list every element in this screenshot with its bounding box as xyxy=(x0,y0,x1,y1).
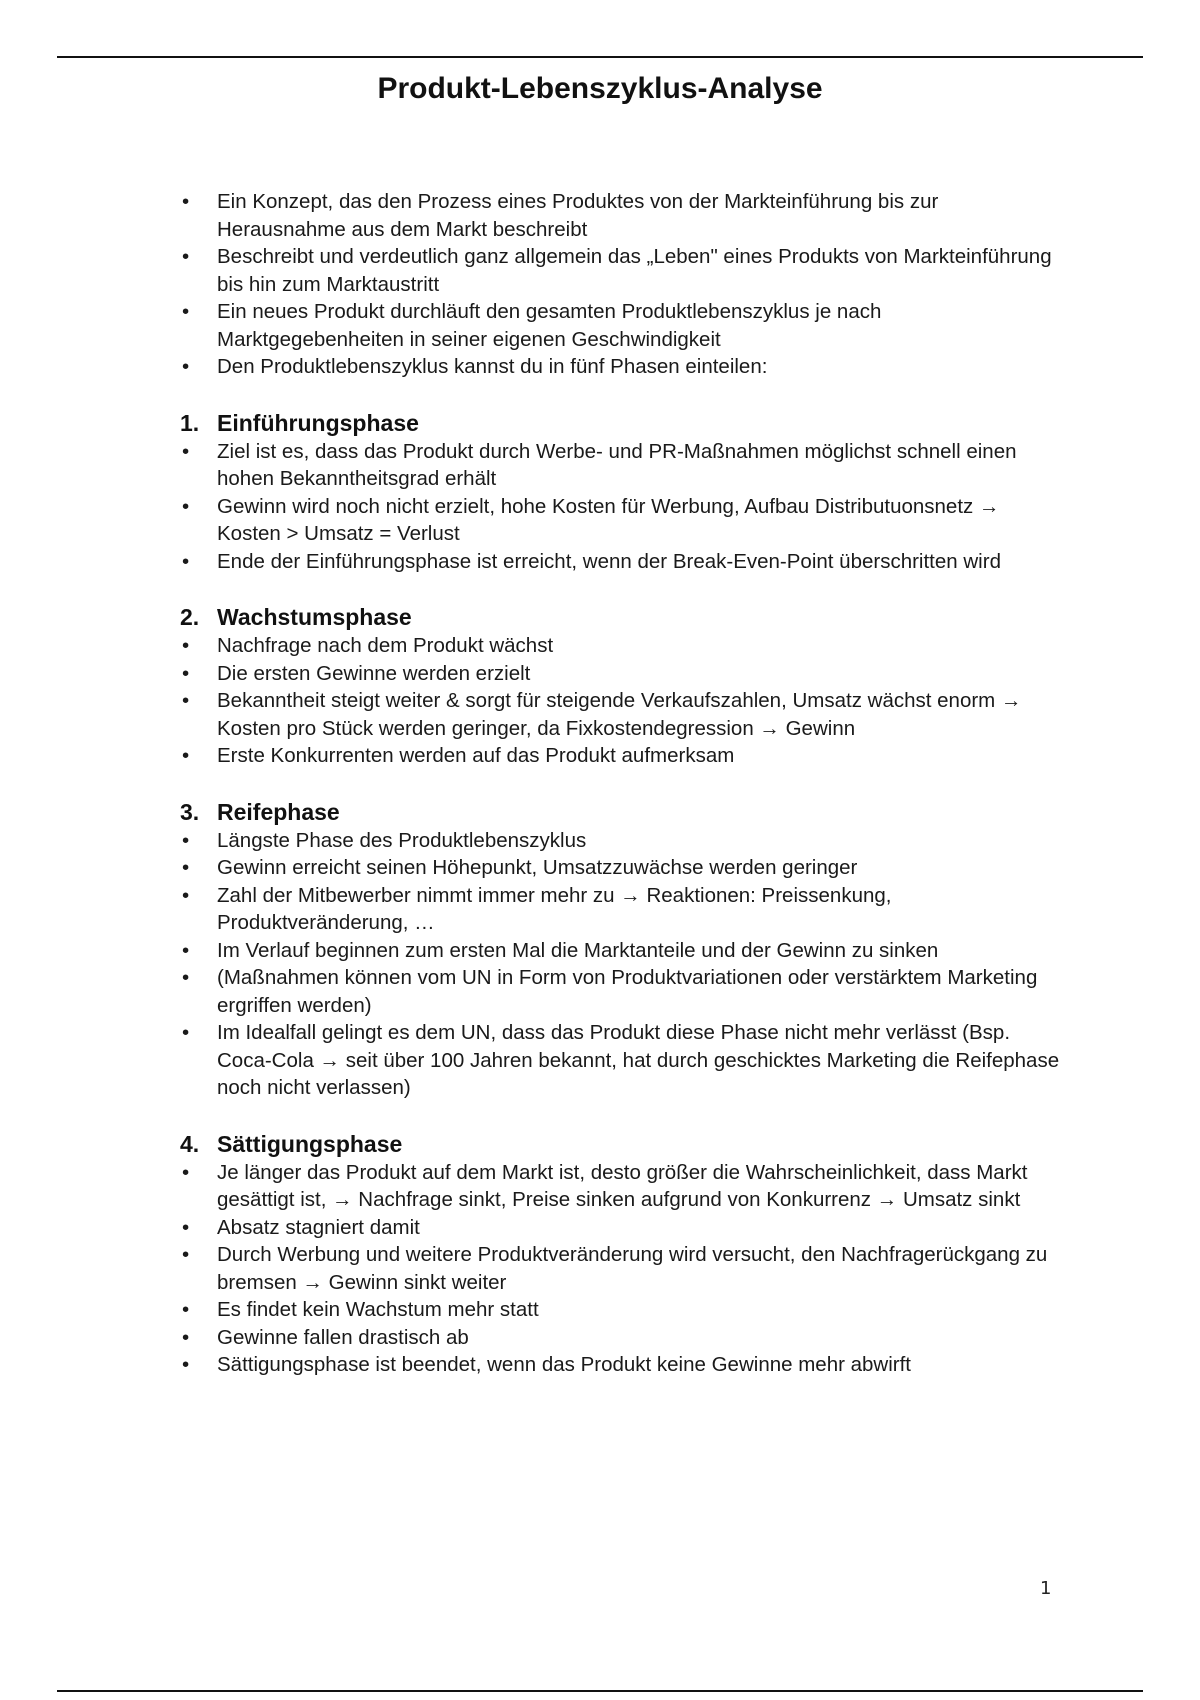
section-number: 3. xyxy=(180,798,200,825)
list-item: • Längste Phase des Produktlebenszyklus xyxy=(180,827,1060,855)
list-item: • Nachfrage nach dem Produkt wächst xyxy=(180,632,1060,660)
section-reifephase xyxy=(180,797,1060,1102)
section-heading-label: Einführungsphase xyxy=(217,409,419,436)
section-heading-label: Wachstumsphase xyxy=(217,604,412,630)
section-heading-label: Sättigungsphase xyxy=(217,1130,403,1157)
section-number: 1. xyxy=(180,409,200,436)
list-item: • Beschreibt und verdeutlich ganz allgemein das „Leben" eines Produkts von Markteinführung bis hin zum Marktaustritt xyxy=(180,243,1060,298)
section-heading xyxy=(180,1129,1060,1159)
section-heading-label: Reifephase xyxy=(217,798,340,825)
section-list xyxy=(180,632,1060,770)
list-item: • Ende der Einführungsphase ist erreicht, wenn der Break-Even-Point überschritten wird xyxy=(180,548,1060,576)
list-item: • Im Idealfall gelingt es dem UN, dass das Produkt diese Phase nicht mehr verlässt (Bsp. Coca-Cola → seit über 100 Jahren bekannt, hat durch geschicktes Marketing die Reifephase noch nicht verlassen) xyxy=(180,1019,1060,1102)
document-body xyxy=(180,188,1060,1379)
bottom-rule xyxy=(57,1690,1143,1692)
list-item: • (Maßnahmen können vom UN in Form von Produktvariationen oder verstärktem Marketing ergriffen werden) xyxy=(180,964,1060,1019)
section-heading xyxy=(180,602,1060,632)
list-item: • Sättigungsphase ist beendet, wenn das Produkt keine Gewinne mehr abwirft xyxy=(180,1351,1060,1379)
list-item: • Zahl der Mitbewerber nimmt immer mehr zu → Reaktionen: Preissenkung, Produktveränderung, … xyxy=(180,882,1060,937)
list-item: • Es findet kein Wachstum mehr statt xyxy=(180,1296,1060,1324)
list-item: • Gewinn wird noch nicht erzielt, hohe Kosten für Werbung, Aufbau Distributuonsnetz → Kosten > Umsatz = Verlust xyxy=(180,493,1060,548)
section-heading xyxy=(180,408,1060,438)
list-item: • Ziel ist es, dass das Produkt durch Werbe- und PR-Maßnahmen möglichst schnell einen hohen Bekanntheitsgrad erhält xyxy=(180,438,1060,493)
list-item: • Erste Konkurrenten werden auf das Produkt aufmerksam xyxy=(180,742,1060,770)
section-number: 2. xyxy=(180,604,200,630)
list-item: • Je länger das Produkt auf dem Markt ist, desto größer die Wahrscheinlichkeit, dass Markt gesättigt ist, → Nachfrage sinkt, Preise sinken aufgrund von Konkurrenz → Umsatz sinkt xyxy=(180,1159,1060,1214)
list-item: • Gewinne fallen drastisch ab xyxy=(180,1324,1060,1352)
section-number: 4. xyxy=(180,1130,200,1157)
section-list xyxy=(180,1159,1060,1379)
list-item: • Bekanntheit steigt weiter & sorgt für steigende Verkaufszahlen, Umsatz wächst enorm → Kosten pro Stück werden geringer, da Fixkostendegression → Gewinn xyxy=(180,687,1060,742)
section-list xyxy=(180,827,1060,1102)
section-heading xyxy=(180,797,1060,827)
page-number: 1 xyxy=(1040,1578,1052,1599)
section-saettigungsphase xyxy=(180,1129,1060,1379)
list-item: • Absatz stagniert damit xyxy=(180,1214,1060,1242)
list-item: • Ein Konzept, das den Prozess eines Produktes von der Markteinführung bis zur Herausnahme aus dem Markt beschreibt xyxy=(180,188,1060,243)
section-einfuehrungsphase xyxy=(180,408,1060,576)
section-list xyxy=(180,438,1060,576)
list-item: • Im Verlauf beginnen zum ersten Mal die Marktanteile und der Gewinn zu sinken xyxy=(180,937,1060,965)
list-item: • Durch Werbung und weitere Produktveränderung wird versucht, den Nachfragerückgang zu bremsen → Gewinn sinkt weiter xyxy=(180,1241,1060,1296)
page-title: Produkt-Lebenszyklus-Analyse xyxy=(377,72,823,105)
section-wachstumsphase xyxy=(180,602,1060,770)
list-item: • Gewinn erreicht seinen Höhepunkt, Umsatzzuwächse werden geringer xyxy=(180,854,1060,882)
top-rule xyxy=(57,56,1143,58)
list-item: • Ein neues Produkt durchläuft den gesamten Produktlebenszyklus je nach Marktgegebenheiten in seiner eigenen Geschwindigkeit xyxy=(180,298,1060,353)
list-item: • Die ersten Gewinne werden erzielt xyxy=(180,660,1060,688)
list-item: • Den Produktlebenszyklus kannst du in fünf Phasen einteilen: xyxy=(180,353,1060,381)
intro-list xyxy=(180,188,1060,381)
